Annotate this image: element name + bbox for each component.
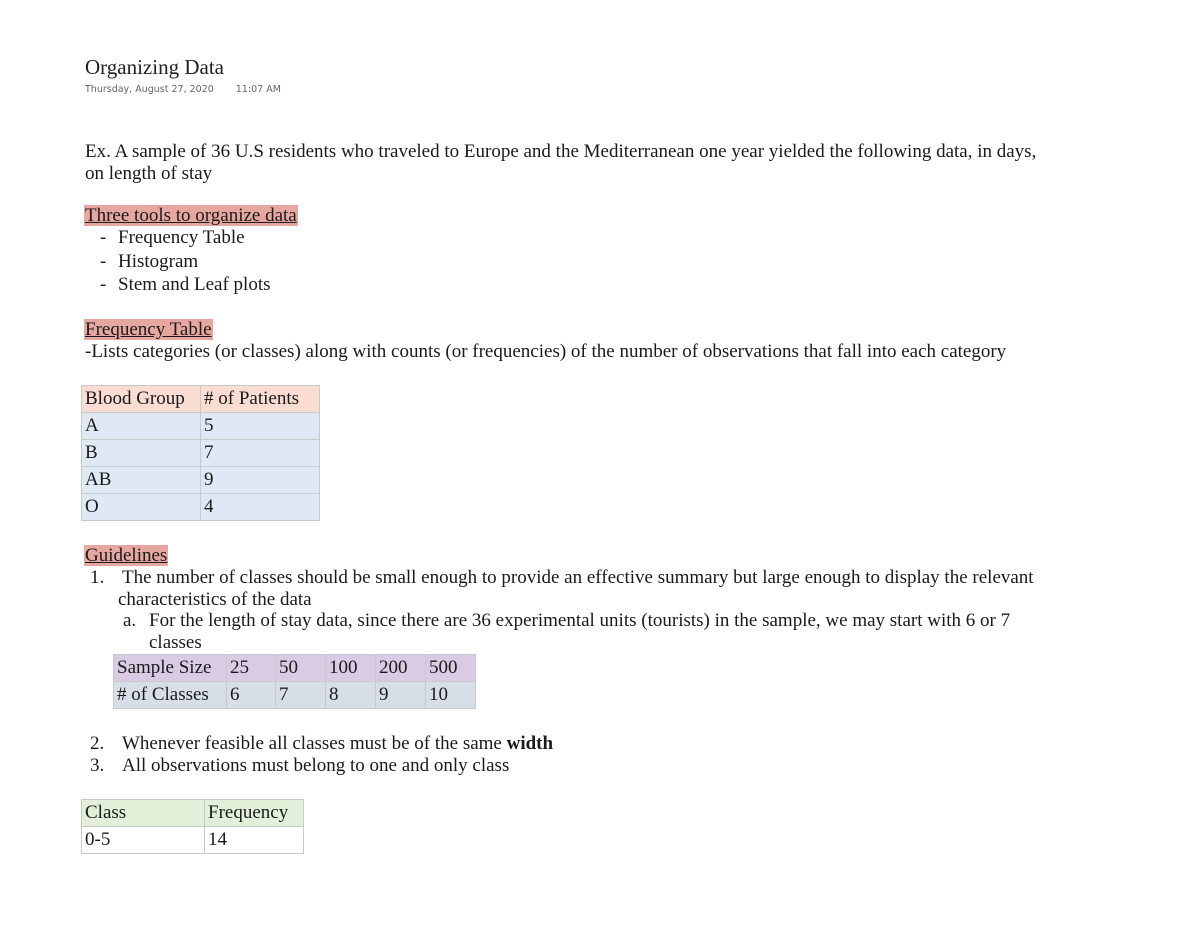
tools-list (100, 227, 271, 298)
table-row (82, 494, 320, 521)
table-header-cell: Frequency (205, 800, 304, 827)
page-date: Thursday, August 27, 2020 (85, 84, 214, 95)
page-timestamp (85, 84, 281, 95)
table-cell: 9 (376, 682, 426, 709)
table-cell: 5 (201, 413, 320, 440)
table-cell: 9 (201, 467, 320, 494)
table-cell: 7 (276, 682, 326, 709)
table-row (114, 682, 476, 709)
guidelines-heading (84, 545, 168, 567)
table-row (82, 467, 320, 494)
table-cell: 50 (276, 655, 326, 682)
table-cell: 25 (227, 655, 276, 682)
table-row (114, 655, 476, 682)
freq-table-heading-text: Frequency Table (85, 319, 212, 340)
table-row (82, 827, 304, 854)
page-title: Organizing Data (85, 55, 224, 79)
table-header-cell: # of Patients (201, 386, 320, 413)
freq-table-heading (84, 319, 213, 341)
table-header-row (82, 386, 320, 413)
guideline-1a-cont: classes (149, 632, 202, 653)
list-item: - Histogram (100, 250, 199, 272)
bold-width: width (506, 733, 554, 754)
page-time: 11:07 AM (235, 84, 281, 95)
table-cell: B (82, 440, 201, 467)
table-cell: 100 (326, 655, 376, 682)
table-cell: 7 (201, 440, 320, 467)
table-cell: 4 (201, 494, 320, 521)
freq-table-description: -Lists categories (or classes) along with counts (or frequencies) of the number of observations that fall into each category (85, 341, 1007, 362)
table-header-row (82, 800, 304, 827)
guideline-3: 3. All observations must belong to one and only class (90, 755, 510, 776)
class-frequency-table (81, 799, 304, 854)
sample-size-table (113, 654, 476, 709)
table-cell: O (82, 494, 201, 521)
table-cell: 14 (205, 827, 304, 854)
blood-group-table (81, 385, 320, 521)
table-row (82, 413, 320, 440)
table-cell: 500 (426, 655, 476, 682)
guidelines-heading-text: Guidelines (85, 545, 168, 566)
table-cell: A (82, 413, 201, 440)
table-cell: # of Classes (114, 682, 227, 709)
tools-heading-text: Three tools to organize data (85, 205, 297, 226)
list-item: - Stem and Leaf plots (100, 274, 271, 295)
table-cell: 0-5 (82, 827, 205, 854)
table-header-cell: Blood Group (82, 386, 201, 413)
table-cell: 200 (376, 655, 426, 682)
guideline-1: 1. The number of classes should be small enough to provide an effective summary but large enough to display the relevant (90, 567, 1034, 588)
guideline-1-cont: characteristics of the data (118, 589, 312, 610)
guideline-1a: a. For the length of stay data, since there are 36 experimental units (tourists) in the sample, we may start with 6 or 7 (123, 610, 1011, 631)
table-cell: 10 (426, 682, 476, 709)
table-cell: 8 (326, 682, 376, 709)
table-row (82, 440, 320, 467)
table-cell: AB (82, 467, 201, 494)
intro-line-2: on length of stay (85, 163, 213, 184)
table-header-cell: Class (82, 800, 205, 827)
table-cell: 6 (227, 682, 276, 709)
guideline-2: 2. Whenever feasible all classes must be of the same width (90, 733, 554, 754)
intro-line-1: Ex. A sample of 36 U.S residents who traveled to Europe and the Mediterranean one year yielded the following data, in days, (85, 141, 1037, 162)
list-item: - Frequency Table (100, 227, 245, 248)
table-cell: Sample Size (114, 655, 227, 682)
tools-heading (84, 205, 298, 227)
